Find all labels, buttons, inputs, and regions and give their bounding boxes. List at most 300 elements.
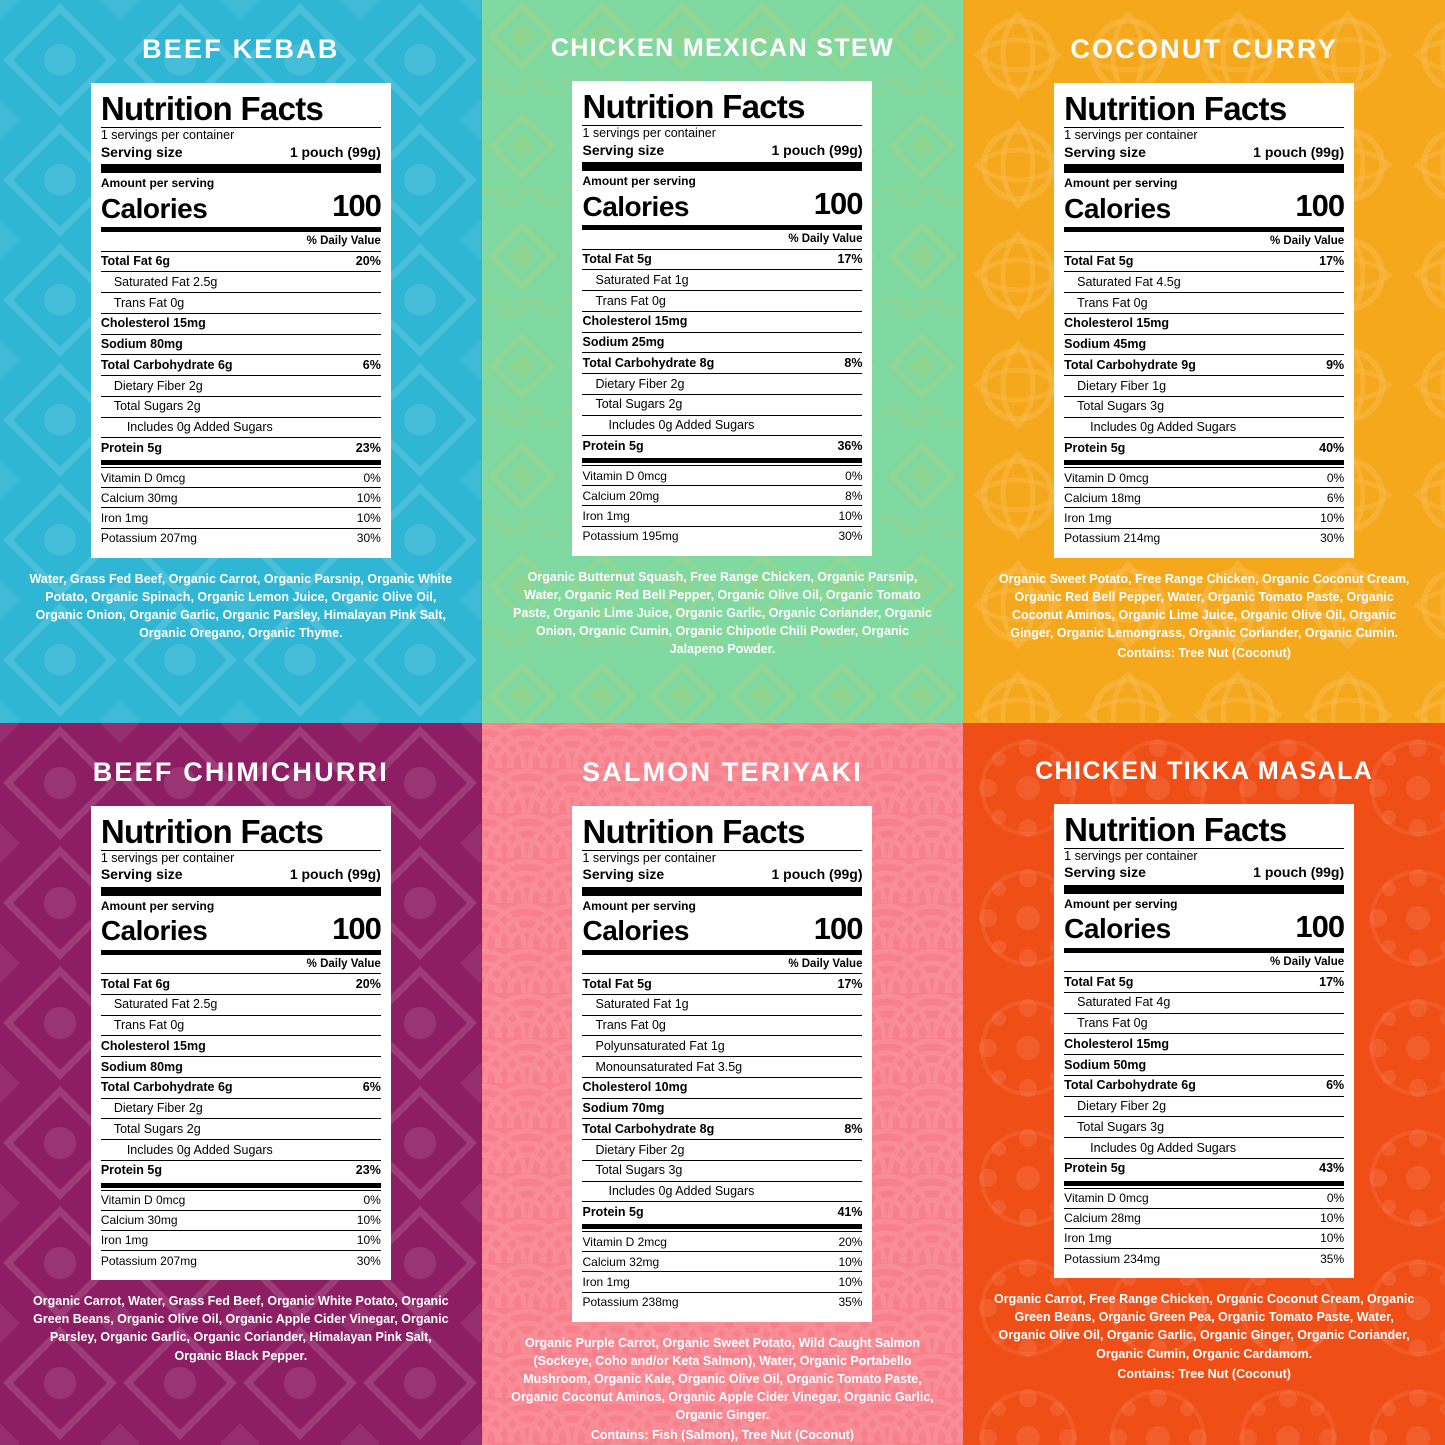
vitamin-row [582,1251,862,1271]
vitamin-row [101,507,381,527]
nutrient-row [101,1077,381,1098]
nutrient-name: Total Sugars 3g [595,1163,683,1178]
vitamin-name: Iron 1mg [100,510,149,525]
nutrient-row [101,292,381,313]
nutrient-name: Sodium 80mg [100,337,183,352]
nutrient-name: Sodium 45mg [1064,337,1147,352]
vitamin-row [1064,1248,1344,1268]
nutrient-name: Dietary Fiber 2g [595,376,685,391]
nutrient-row [582,269,862,290]
nutrient-row [101,1098,381,1119]
nutrient-name: Total Carbohydrate 8g [582,355,715,370]
nutrient-name: Total Fat 6g [100,976,171,991]
nutrient-row [1064,1054,1344,1075]
nutrient-row [101,251,381,272]
vitamin-name: Iron 1mg [100,1233,149,1248]
ingredients-text [14,1292,468,1365]
vitamin-name: Iron 1mg [1064,1231,1112,1246]
vitamin-dv: 0% [363,470,381,485]
nutrient-dv: 17% [1319,974,1345,989]
nutrient-name: Includes 0g Added Sugars [608,1184,755,1199]
calories-value: 100 [332,188,381,224]
amount-per-serving-label: Amount per serving [100,176,215,191]
nutrient-name: Cholesterol 15mg [1064,1036,1170,1051]
serving-size-value: 1 pouch (99g) [1253,143,1345,160]
nutrient-row [101,271,381,292]
vitamin-name: Potassium 238mg [582,1295,679,1310]
vitamin-dv: 30% [838,529,863,544]
vitamin-name: Potassium 234mg [1064,1251,1161,1266]
vitamin-name: Vitamin D 0mcg [100,1193,186,1208]
nutrient-row [1064,396,1344,417]
vitamin-name: Calcium 28mg [1064,1211,1141,1226]
nutrient-row [1064,417,1344,438]
panel-content [14,34,468,558]
vitamin-row [1064,487,1344,507]
nutrient-row [1064,1158,1344,1179]
vitamin-row [582,1231,862,1251]
vitamin-table [101,467,381,548]
nutrient-row [101,1139,381,1160]
nutrient-name: Includes 0g Added Sugars [608,418,755,433]
calories-value: 100 [813,910,863,946]
nutrient-name: Total Sugars 3g [1077,1119,1165,1134]
nutrient-name: Protein 5g [582,438,644,453]
nutrient-row [582,290,862,311]
vitamin-row [1064,507,1344,527]
nutrition-facts-label [91,806,391,1281]
nutrient-name: Sodium 80mg [100,1059,183,1074]
nutrient-table [101,251,381,459]
vitamin-name: Iron 1mg [582,508,630,523]
nutrient-row [582,415,862,436]
calories-label: Calories [100,915,208,947]
nutrition-facts-label [1054,83,1354,558]
calories-label: Calories [582,915,689,947]
nutrient-row [1064,971,1344,992]
nutrient-name: Saturated Fat 2.5g [113,997,218,1012]
vitamin-table [101,1190,381,1271]
product-panel-chicken-mexican-stew [482,0,964,723]
nutrient-name: Trans Fat 0g [113,295,185,310]
nutrient-row [582,1098,862,1119]
vitamin-row [1064,528,1344,548]
vitamin-row [1064,1188,1344,1208]
ingredients-list: Organic Carrot, Water, Grass Fed Beef, Organic White Potato, Organic Green Beans, Organic Olive Oil, Organic Apple Cider Vinegar, Organic Parsley, Organic Garlic, Organic Coriander, Himalayan Pink Salt, Organic Black Pepper. [33,1294,449,1363]
calories-label: Calories [582,190,689,222]
serving-size-label: Serving size [582,141,665,158]
nutrient-name: Total Fat 5g [582,976,652,991]
nutrient-name: Dietary Fiber 2g [113,378,203,393]
nutrient-name: Trans Fat 0g [595,1018,666,1033]
nutrient-name: Saturated Fat 2.5g [113,274,218,289]
nutrient-row [1064,334,1344,355]
daily-value-header: % Daily Value [306,235,381,247]
vitamin-dv: 10% [356,510,381,525]
nutrient-name: Cholesterol 15mg [582,314,688,329]
nutrient-row [582,1181,862,1202]
servings-per-container: 1 servings per container [582,126,716,140]
nutrient-dv: 20% [355,254,381,269]
nutrient-name: Saturated Fat 1g [595,997,689,1012]
nutrient-name: Saturated Fat 1g [595,272,689,287]
nutrient-table [101,973,381,1181]
nutrient-row [1064,271,1344,292]
nutrient-name: Dietary Fiber 1g [1077,378,1167,393]
ingredients-text [977,570,1431,663]
nutrient-name: Includes 0g Added Sugars [1090,420,1237,435]
vitamin-name: Iron 1mg [1064,510,1112,525]
vitamin-dv: 8% [845,488,863,503]
label-title: Nutrition Facts [1064,810,1287,848]
ingredients-list: Organic Butternut Squash, Free Range Chicken, Organic Parsnip, Water, Organic Red Bell Pepper, Organic Olive Oil, Organic Tomato Paste, Organic Lime Juice, Organic Garlic, Organic Coriander, Organic Onion, Organic Cumin, Organic Chipotle Chili Powder, Organic Jalapeno Powder. [513,569,932,657]
nutrient-name: Cholesterol 15mg [1064,316,1170,331]
amount-per-serving-label: Amount per serving [582,898,696,913]
vitamin-row [582,505,862,525]
daily-value-header: % Daily Value [1270,955,1345,968]
nutrient-name: Saturated Fat 4g [1077,995,1171,1010]
vitamin-dv: 35% [838,1295,863,1310]
nutrient-name: Protein 5g [100,440,162,455]
nutrient-name: Total Carbohydrate 8g [582,1121,715,1136]
vitamin-name: Vitamin D 0mcg [582,468,667,483]
nutrient-name: Polyunsaturated Fat 1g [595,1038,725,1053]
product-panel-beef-kebab [0,0,482,723]
calories-row [101,188,381,225]
ingredients-text [496,568,950,659]
nutrient-name: Protein 5g [582,1204,644,1219]
vitamin-table [1064,467,1344,548]
nutrient-name: Cholesterol 10mg [582,1080,688,1095]
nutrient-dv: 8% [844,1121,863,1136]
vitamin-table [582,1231,862,1312]
nutrient-row [582,373,862,394]
nutrient-row [582,332,862,353]
vitamin-row [582,485,862,505]
calories-row [1064,188,1344,225]
label-title: Nutrition Facts [100,90,324,127]
vitamin-row [101,487,381,507]
vitamin-name: Potassium 195mg [582,529,679,544]
product-panel-salmon-teriyaki [482,723,964,1445]
nutrient-row [1064,375,1344,396]
nutrient-name: Trans Fat 0g [113,1018,185,1033]
panel-content [496,757,950,1322]
ingredients-text [977,1290,1431,1383]
nutrient-dv: 17% [1319,254,1345,269]
nutrient-name: Sodium 25mg [582,335,665,350]
nutrient-name: Sodium 50mg [1064,1057,1147,1072]
nutrient-name: Total Fat 5g [1064,974,1134,989]
vitamin-dv: 10% [1320,510,1345,525]
amount-per-serving-label: Amount per serving [1064,176,1178,191]
vitamin-name: Calcium 18mg [1064,490,1141,505]
nutrient-dv: 20% [355,976,381,991]
ingredients-text [496,1334,950,1445]
vitamin-name: Calcium 30mg [100,490,178,505]
nutrient-dv: 41% [837,1204,863,1219]
vitamin-dv: 30% [356,531,381,546]
vitamin-row [101,528,381,548]
amount-per-serving-label: Amount per serving [582,174,696,189]
nutrient-name: Total Carbohydrate 6g [100,357,233,372]
servings-per-container: 1 servings per container [1064,128,1198,142]
nutrient-row [1064,1075,1344,1096]
vitamin-dv: 10% [838,1274,863,1289]
nutrient-name: Total Fat 5g [1064,254,1134,269]
product-panel-beef-chimichurri [0,723,482,1445]
nutrient-row [101,354,381,375]
vitamin-dv: 10% [838,1254,863,1269]
product-panel-coconut-curry [963,0,1445,723]
vitamin-name: Potassium 207mg [100,531,197,546]
nutrient-name: Includes 0g Added Sugars [126,1142,273,1157]
vitamin-dv: 30% [356,1253,381,1268]
ingredients-list: Water, Grass Fed Beef, Organic Carrot, Organic Parsnip, Organic White Potato, Organic Spinach, Organic Lemon Juice, Organic Olive Oil, Organic Onion, Organic Garlic, Organic Parsley, Himalayan Pink Salt, Organic Oregano, Organic Thyme. [29,571,453,641]
product-panel-chicken-tikka-masala [963,723,1445,1445]
nutrient-row [582,1139,862,1160]
allergen-contains: Contains: Fish (Salmon), Tree Nut (Coconut) [590,1428,855,1443]
nutrient-name: Protein 5g [1064,440,1126,455]
nutrient-name: Protein 5g [1064,1161,1126,1176]
vitamin-dv: 10% [838,508,863,523]
product-title: CHICKEN TIKKA MASALA [1035,756,1374,785]
amount-per-serving-label: Amount per serving [100,898,215,913]
vitamin-name: Vitamin D 0mcg [1064,470,1149,485]
vitamin-dv: 6% [1326,490,1345,505]
allergen-contains: Contains: Tree Nut (Coconut) [1117,646,1291,661]
label-title: Nutrition Facts [582,812,805,850]
serving-size-label: Serving size [1064,864,1146,881]
nutrient-name: Dietary Fiber 2g [1077,1099,1167,1114]
calories-label: Calories [1064,192,1171,224]
nutrient-row [582,1077,862,1098]
nutrient-dv: 8% [844,355,863,370]
ingredients-list: Organic Purple Carrot, Organic Sweet Potato, Wild Caught Salmon (Sockeye, Coho and/or Keta Salmon), Water, Organic Portabello Mushroom, Organic Kale, Organic Olive Oil, Organic Tomato Paste, Organic Coconut Aminos, Organic Apple Cider Vinegar, Organic Garlic, Organic Ginger. [511,1335,934,1423]
vitamin-row [101,467,381,487]
nutrient-row [582,394,862,415]
servings-per-container: 1 servings per container [100,128,235,142]
vitamin-dv: 20% [838,1234,863,1249]
product-title: BEEF KEBAB [142,34,340,64]
nutrient-name: Sodium 70mg [582,1101,665,1116]
product-title: CHICKEN MEXICAN STEW [550,34,895,62]
serving-size-row [582,142,862,161]
nutrient-name: Protein 5g [100,1163,162,1178]
vitamin-row [1064,1228,1344,1248]
nutrient-name: Trans Fat 0g [1077,1016,1148,1031]
vitamin-name: Vitamin D 2mcg [582,1234,667,1249]
vitamin-row [101,1250,381,1270]
nutrient-row [582,311,862,332]
calories-row [582,186,862,223]
nutrient-name: Saturated Fat 4.5g [1077,274,1181,289]
vitamin-name: Calcium 30mg [100,1213,178,1228]
nutrient-row [582,1015,862,1036]
serving-size-row [101,866,381,885]
nutrient-dv: 6% [362,1080,381,1095]
serving-size-row [1064,864,1344,883]
ingredients-text [14,570,468,643]
nutrition-facts-label [91,83,391,558]
calories-value: 100 [813,186,863,222]
vitamin-dv: 10% [356,1233,381,1248]
nutrition-facts-label [572,806,872,1322]
panel-content [14,757,468,1281]
vitamin-row [582,526,862,546]
nutrient-row [582,1035,862,1056]
vitamin-name: Calcium 32mg [582,1254,660,1269]
nutrient-row [582,973,862,994]
vitamin-row [1064,467,1344,487]
nutrient-row [101,973,381,994]
nutrition-facts-label [1054,804,1354,1279]
nutrient-name: Total Fat 5g [582,252,652,267]
nutrient-row [101,994,381,1015]
vitamin-dv: 30% [1320,531,1345,546]
nutrient-row [582,1160,862,1181]
nutrient-row [1064,1013,1344,1034]
panel-content [977,34,1431,558]
daily-value-header: % Daily Value [788,957,863,970]
panel-content [496,34,950,556]
nutrient-row [1064,1137,1344,1158]
nutrient-row [1064,1116,1344,1137]
vitamin-row [582,465,862,485]
nutrient-row [1064,251,1344,272]
vitamin-name: Iron 1mg [582,1274,630,1289]
vitamin-dv: 10% [356,1213,381,1228]
vitamin-row [582,1271,862,1291]
panel-content [977,757,1431,1279]
nutrient-name: Total Sugars 2g [595,397,683,412]
vitamin-row [101,1230,381,1250]
nutrient-row [582,352,862,373]
product-title: BEEF CHIMICHURRI [92,756,389,787]
nutrient-row [101,1035,381,1056]
calories-row [582,911,862,948]
nutrient-name: Dietary Fiber 2g [113,1101,203,1116]
serving-size-label: Serving size [1064,143,1146,160]
vitamin-row [1064,1208,1344,1228]
label-title: Nutrition Facts [582,88,805,125]
nutrient-name: Total Fat 6g [100,254,171,269]
nutrient-name: Trans Fat 0g [595,293,666,308]
nutrient-row [101,313,381,334]
nutrient-row [1064,437,1344,458]
servings-per-container: 1 servings per container [100,850,235,865]
serving-size-row [1064,144,1344,163]
nutrient-row [582,249,862,270]
calories-row [101,911,381,948]
vitamin-name: Calcium 20mg [582,488,660,503]
nutrient-row [582,435,862,456]
nutrient-name: Monounsaturated Fat 3.5g [595,1059,743,1074]
vitamin-name: Vitamin D 0mcg [100,470,186,485]
calories-row [1064,909,1344,946]
servings-per-container: 1 servings per container [1064,848,1198,863]
nutrient-table [1064,251,1344,459]
nutrient-dv: 6% [1326,1078,1345,1093]
vitamin-row [582,1292,862,1312]
serving-size-label: Serving size [582,866,665,883]
label-title: Nutrition Facts [100,812,324,850]
nutrient-name: Total Carbohydrate 6g [1064,1078,1196,1093]
calories-value: 100 [332,910,381,946]
nutrient-row [1064,313,1344,334]
calories-value: 100 [1295,908,1345,944]
serving-size-value: 1 pouch (99g) [1253,864,1345,881]
nutrient-dv: 23% [355,1163,381,1178]
nutrient-table [582,973,862,1222]
vitamin-table [582,465,862,546]
nutrient-row [1064,354,1344,375]
calories-value: 100 [1295,188,1345,224]
servings-per-container: 1 servings per container [582,850,716,865]
nutrient-dv: 6% [362,357,381,372]
nutrient-name: Total Carbohydrate 9g [1064,357,1196,372]
allergen-contains: Contains: Tree Nut (Coconut) [1117,1366,1291,1381]
nutrient-row [1064,1033,1344,1054]
vitamin-row [101,1190,381,1210]
nutrient-name: Trans Fat 0g [1077,295,1148,310]
nutrient-row [1064,292,1344,313]
nutrient-row [101,1160,381,1181]
nutrition-facts-label [572,81,872,556]
vitamin-dv: 0% [363,1193,381,1208]
nutrient-table [1064,971,1344,1179]
daily-value-header: % Daily Value [1270,235,1345,247]
nutrient-row [101,437,381,458]
nutrient-table [582,249,862,457]
nutrient-dv: 43% [1319,1161,1345,1176]
serving-size-row [101,144,381,163]
serving-size-row [582,866,862,885]
nutrient-name: Dietary Fiber 2g [595,1142,685,1157]
nutrient-row [101,417,381,438]
nutrient-name: Total Sugars 2g [113,399,201,414]
nutrient-dv: 40% [1319,440,1345,455]
serving-size-value: 1 pouch (99g) [771,141,863,158]
serving-size-label: Serving size [100,866,183,883]
nutrient-name: Includes 0g Added Sugars [1090,1140,1237,1155]
nutrient-row [101,334,381,355]
vitamin-dv: 0% [1326,470,1345,485]
vitamin-dv: 0% [845,468,863,483]
vitamin-dv: 10% [356,490,381,505]
nutrient-dv: 9% [1326,357,1345,372]
nutrient-name: Cholesterol 15mg [100,1038,206,1053]
ingredients-list: Organic Sweet Potato, Free Range Chicken, Organic Coconut Cream, Organic Red Bell Pepper, Water, Organic Tomato Paste, Organic Coconut Aminos, Organic Lime Juice, Organic Olive Oil, Organic Ginger, Organic Lemongrass, Organic Coriander, Organic Cumin. [998,571,1410,641]
vitamin-name: Potassium 214mg [1064,531,1161,546]
nutrient-name: Cholesterol 15mg [100,316,206,331]
nutrient-dv: 17% [837,976,863,991]
vitamin-row [101,1210,381,1230]
nutrient-row [1064,1096,1344,1117]
calories-label: Calories [100,192,208,224]
nutrient-row [582,1201,862,1222]
nutrient-name: Includes 0g Added Sugars [126,420,273,435]
nutrient-dv: 17% [837,252,863,267]
product-title: SALMON TERIYAKI [581,756,863,787]
ingredients-list: Organic Carrot, Free Range Chicken, Organic Coconut Cream, Organic Green Beans, Organic Green Pea, Organic Tomato Paste, Water, Organic Olive Oil, Organic Garlic, Organic Ginger, Organic Coriander, Organic Cumin, Organic Cardamom. [994,1292,1415,1361]
nutrient-dv: 36% [837,438,863,453]
label-title: Nutrition Facts [1064,90,1287,127]
nutrient-row [101,396,381,417]
nutrient-row [101,1056,381,1077]
vitamin-dv: 10% [1320,1211,1345,1226]
vitamin-dv: 35% [1320,1251,1345,1266]
